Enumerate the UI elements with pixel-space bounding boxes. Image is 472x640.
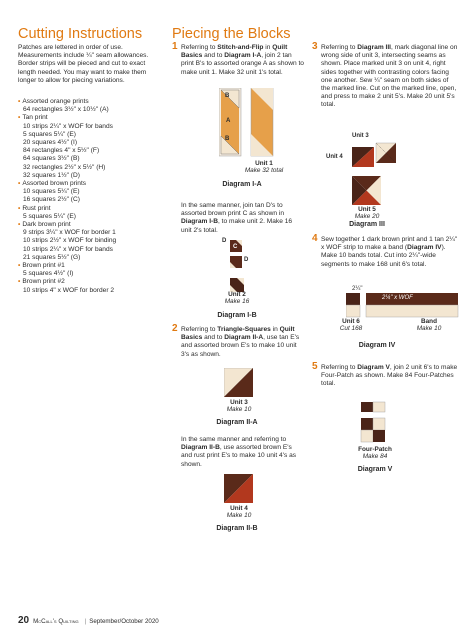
- diagram-ii-b-name: Diagram II-B: [216, 525, 258, 532]
- cutting-item-label: Tan print: [22, 114, 48, 122]
- cutting-item-detail: 10 strips 2½" x WOF for binding: [23, 237, 117, 245]
- bullet: •: [18, 180, 21, 188]
- unit-3-label: Unit 3: [352, 133, 369, 139]
- diagram-ii-b-caption: Unit 4 Make 10: [226, 505, 252, 520]
- bullet: •: [18, 98, 21, 105]
- cutting-item-label: Rust print: [22, 204, 51, 212]
- step-1-text: Referring to Stitch-and-Flip in Quilt Basics and to Diagram I-A, join 2 tan print B's to assorted orange A as shown to make unit 1. Make 32 unit 1's total.: [181, 44, 304, 76]
- diagram-v-name: Diagram V: [357, 466, 393, 473]
- bullet: •: [18, 114, 21, 122]
- diagram-i-b-name: Diagram I-B: [217, 312, 257, 319]
- page-footer: 20 McCall's Quilting | September/October 2020: [18, 615, 159, 626]
- cutting-item: [18, 205, 163, 221]
- cutting-item-detail: 9 strips 3¼" x WOF for border 1: [23, 229, 116, 237]
- step-4-text: Sew together 1 dark brown print and 1 tan 2¼" x WOF strip to make a band (Diagram IV). Make 10 bands total. Cut into 2¼"-wide segments to make 168 unit 6's total.: [321, 236, 458, 268]
- step-5-text: Referring to Diagram V, join 2 unit 6's to make Four-Patch as shown. Make 84 Four-Patches total.: [321, 364, 458, 388]
- diagram-ii-a-caption: Unit 3 Make 10: [226, 399, 252, 414]
- issue-date: September/October 2020: [89, 618, 159, 625]
- cutting-item-detail: 32 rectangles 2½" x 5½" (H): [23, 163, 106, 171]
- diagram-ii-b-graphic: [224, 474, 254, 504]
- piecing-title: Piecing the Blocks: [172, 26, 291, 42]
- bullet: •: [18, 204, 21, 212]
- diagram-iv-name: Diagram IV: [358, 342, 396, 349]
- diagram-i-a: [219, 88, 299, 160]
- cutting-item-detail: 10 squares 5¼" (E): [23, 188, 80, 196]
- step-3: [312, 41, 458, 124]
- step-1: [172, 41, 304, 94]
- step-number: 5: [312, 361, 318, 372]
- cutting-item-detail: 20 squares 4½" (I): [23, 139, 78, 147]
- cutting-item-detail: 10 strips 4" x WOF for border 2: [23, 286, 115, 294]
- step-5: [312, 361, 458, 398]
- step-3-text: Referring to Diagram III, mark diagonal line on wrong side of unit 3, intersecting seams as shown. Place marked unit 3 on unit 4, right sides together with contrasting colors facing one another. Sew ¼" seam on both sides of the marked line. Cut on the marked line, open, and press to make 2 unit 5's. Make 20 unit 5's total.: [321, 44, 458, 109]
- diagram-v-caption: Four-Patch Make 84: [358, 446, 392, 461]
- cutting-item-detail: 5 squares 5¼" (E): [23, 212, 76, 220]
- diagram-iii-caption: Unit 5 Make 20: [354, 206, 380, 221]
- unit-4-label: Unit 4: [326, 154, 343, 160]
- diagram-v-graphic: [360, 400, 390, 446]
- diagram-iii-name: Diagram III: [349, 221, 385, 228]
- step-number: 4: [312, 233, 318, 244]
- diagram-i-b: [222, 236, 272, 296]
- cutting-item: [18, 278, 163, 294]
- cutting-item-detail: 5 squares 5¼" (E): [23, 130, 76, 138]
- unit-5-graphic: [352, 176, 382, 206]
- cutting-item: [18, 262, 163, 278]
- cutting-item-detail: 10 strips 2¼" x WOF for bands: [23, 122, 113, 130]
- diagram-i-a-graphic: [219, 88, 299, 158]
- step-number: 3: [312, 41, 318, 52]
- cutting-item-detail: 16 squares 2½" (C): [23, 196, 80, 204]
- para-diagram-ii-b: In the same manner and referring to Diagram II-B, use assorted brown E's and rust print E's to make 10 unit 4's as shown.: [181, 436, 297, 468]
- cutting-title: Cutting Instructions: [18, 26, 143, 42]
- bullet: •: [18, 262, 21, 270]
- para-diagram-i-b: In the same manner, join tan D's to assorted brown print C as shown in Diagram I-B, to make unit 2. Make 16 unit 2's total.: [181, 202, 293, 234]
- cutting-item-detail: 64 rectangles 3½" x 10½" (A): [23, 106, 109, 114]
- cutting-list: [18, 98, 163, 295]
- step-number: 1: [172, 41, 178, 52]
- cutting-item-detail: 21 squares 5½" (G): [23, 253, 81, 261]
- page-number: 20: [18, 615, 30, 626]
- diagram-i-b-caption: Unit 2 Make 16: [224, 291, 250, 306]
- step-2-text: Referring to Triangle-Squares in Quilt Basics and to Diagram II-A, use tan E's and assorted brown E's to make 10 unit 3's as shown.: [181, 326, 300, 358]
- patch-label-b: B: [225, 136, 230, 142]
- magazine-name: McCall's Quilting: [33, 618, 79, 625]
- cutting-item-label: Assorted orange prints: [22, 98, 89, 105]
- unit-6-caption: Unit 6 Cut 168: [339, 318, 363, 333]
- patch-label-d: D: [244, 257, 249, 263]
- segment-width-label: 2¼": [352, 286, 363, 292]
- step-number: 2: [172, 323, 178, 334]
- cutting-item-label: Brown print #1: [22, 262, 65, 270]
- bullet: •: [18, 221, 21, 229]
- patch-label-b: B: [225, 93, 230, 99]
- diagram-iii-graphic: [350, 141, 410, 169]
- strip-label: 2¼" x WOF: [382, 295, 413, 301]
- cutting-item-detail: 32 squares 1½" (D): [23, 171, 80, 179]
- diagram-i-b-graphic: [222, 236, 272, 296]
- patch-label-a: A: [226, 118, 231, 124]
- diagram-ii-a-name: Diagram II-A: [216, 419, 258, 426]
- band-caption: Band Make 10: [416, 318, 442, 333]
- cutting-item-detail: 64 squares 3½" (B): [23, 155, 80, 163]
- diagram-i-a-caption: Unit 1 Make 32 total: [244, 160, 284, 175]
- cutting-item-detail: 10 strips 2¼" x WOF for bands: [23, 245, 113, 253]
- cutting-item: [18, 221, 163, 262]
- cutting-item-detail: 84 rectangles 4" x 5½" (F): [23, 147, 100, 155]
- step-2: [172, 323, 304, 366]
- cutting-item-label: Brown print #2: [22, 278, 65, 286]
- patch-label-c: C: [233, 244, 238, 250]
- cutting-item: [18, 98, 163, 114]
- diagram-ii-a-graphic: [224, 368, 254, 398]
- cutting-item-label: Assorted brown prints: [22, 180, 87, 188]
- cutting-item-detail: 5 squares 4½" (I): [23, 270, 74, 278]
- patch-label-d: D: [222, 238, 227, 244]
- step-4: [312, 233, 458, 286]
- cutting-intro: Patches are lettered in order of use. Measurements include ¼" seam allowances. Border strips will be pieced and cut to exact length needed. You may want to make them longer to allow for piecing variations.: [18, 44, 149, 84]
- diagram-i-a-name: Diagram I-A: [222, 181, 262, 188]
- cutting-item: [18, 180, 163, 205]
- cutting-item-label: Dark brown print: [22, 221, 71, 229]
- cutting-item: [18, 114, 163, 180]
- bullet: •: [18, 278, 21, 286]
